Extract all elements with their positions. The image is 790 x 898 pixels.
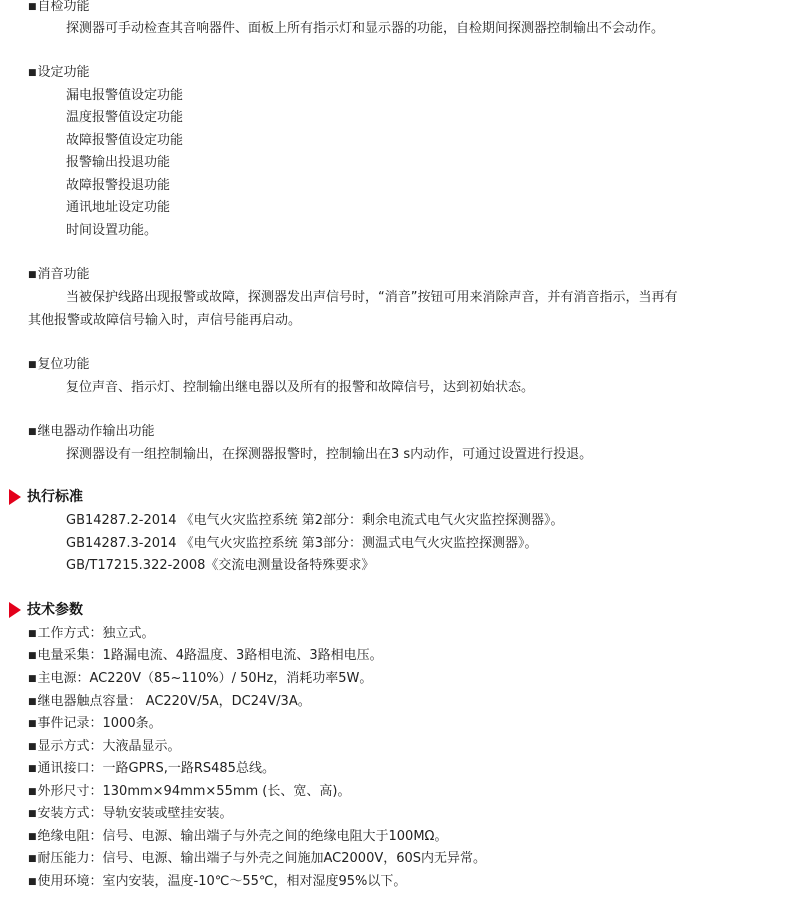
tech-item: ■继电器触点容量： AC220V/5A，DC24V/3A。 xyxy=(28,694,311,709)
bullet-square-icon: ■ xyxy=(28,787,37,797)
settings-item: 时间设置功能。 xyxy=(66,223,158,238)
self-check-title: ■自检功能 xyxy=(28,0,90,14)
bullet-square-icon: ■ xyxy=(28,360,37,370)
mute-body-line2: 其他报警或故障信号输入时，声信号能再启动。 xyxy=(28,313,302,328)
tech-item: ■安装方式：导轨安装或壁挂安装。 xyxy=(28,806,233,821)
standard-item: GB14287.2-2014 《电气火灾监控系统 第2部分：剩余电流式电气火灾监控探测器》。 xyxy=(66,513,564,528)
bullet-square-icon: ■ xyxy=(28,68,37,78)
bullet-square-icon: ■ xyxy=(28,2,37,12)
tech-item: ■事件记录：1000条。 xyxy=(28,716,162,731)
self-check-body: 探测器可手动检查其音响器件、面板上所有指示灯和显示器的功能，自检期间探测器控制输出不会动作。 xyxy=(66,21,665,36)
tech-heading: 技术参数 xyxy=(0,599,83,621)
standards-heading: 执行标准 xyxy=(0,486,83,508)
tech-item: ■外形尺寸：130mm×94mm×55mm (长、宽、高)。 xyxy=(28,784,351,799)
tech-item: ■主电源：AC220V（85~110%）/ 50Hz，消耗功率5W。 xyxy=(28,671,373,686)
settings-item: 故障报警投退功能 xyxy=(66,178,171,193)
bullet-square-icon: ■ xyxy=(28,674,37,684)
settings-item: 通讯地址设定功能 xyxy=(66,200,171,215)
settings-item: 漏电报警值设定功能 xyxy=(66,88,184,103)
bullet-square-icon: ■ xyxy=(28,270,37,280)
tech-item: ■显示方式：大液晶显示。 xyxy=(28,739,181,754)
bullet-square-icon: ■ xyxy=(28,809,37,819)
reset-body: 复位声音、指示灯、控制输出继电器以及所有的报警和故障信号，达到初始状态。 xyxy=(66,380,535,395)
mute-title: ■消音功能 xyxy=(28,267,90,282)
settings-item: 报警输出投退功能 xyxy=(66,155,171,170)
tech-item: ■工作方式：独立式。 xyxy=(28,626,155,641)
bullet-square-icon: ■ xyxy=(28,764,37,774)
bullet-square-icon: ■ xyxy=(28,854,37,864)
red-arrow-icon xyxy=(9,602,21,618)
standard-item: GB14287.3-2014 《电气火灾监控系统 第3部分：测温式电气火灾监控探测器》。 xyxy=(66,536,538,551)
relay-body: 探测器设有一组控制输出，在探测器报警时，控制输出在3 s内动作，可通过设置进行投退。 xyxy=(66,447,593,462)
reset-title: ■复位功能 xyxy=(28,357,90,372)
relay-title: ■继电器动作输出功能 xyxy=(28,424,155,439)
tech-item: ■耐压能力：信号、电源、输出端子与外壳之间施加AC2000V，60S内无异常。 xyxy=(28,851,487,866)
settings-title: ■设定功能 xyxy=(28,65,90,80)
bullet-square-icon: ■ xyxy=(28,697,37,707)
bullet-square-icon: ■ xyxy=(28,832,37,842)
bullet-square-icon: ■ xyxy=(28,719,37,729)
settings-item: 温度报警值设定功能 xyxy=(66,110,184,125)
tech-item: ■绝缘电阻：信号、电源、输出端子与外壳之间的绝缘电阻大于100MΩ。 xyxy=(28,829,448,844)
bullet-square-icon: ■ xyxy=(28,651,37,661)
red-arrow-icon xyxy=(9,489,21,505)
mute-body-line1: 当被保护线路出现报警或故障，探测器发出声信号时，“消音”按钮可用来消除声音，并有消音指示，当再有 xyxy=(66,290,678,305)
tech-item: ■电量采集：1路漏电流、4路温度、3路相电流、3路相电压。 xyxy=(28,648,383,663)
bullet-square-icon: ■ xyxy=(28,877,37,887)
bullet-square-icon: ■ xyxy=(28,629,37,639)
bullet-square-icon: ■ xyxy=(28,742,37,752)
tech-item: ■使用环境：室内安装，温度-10℃～55℃，相对湿度95%以下。 xyxy=(28,874,407,889)
standard-item: GB/T17215.322-2008《交流电测量设备特殊要求》 xyxy=(66,558,375,573)
tech-item: ■通讯接口：一路GPRS,一路RS485总线。 xyxy=(28,761,275,776)
settings-item: 故障报警值设定功能 xyxy=(66,133,184,148)
bullet-square-icon: ■ xyxy=(28,427,37,437)
